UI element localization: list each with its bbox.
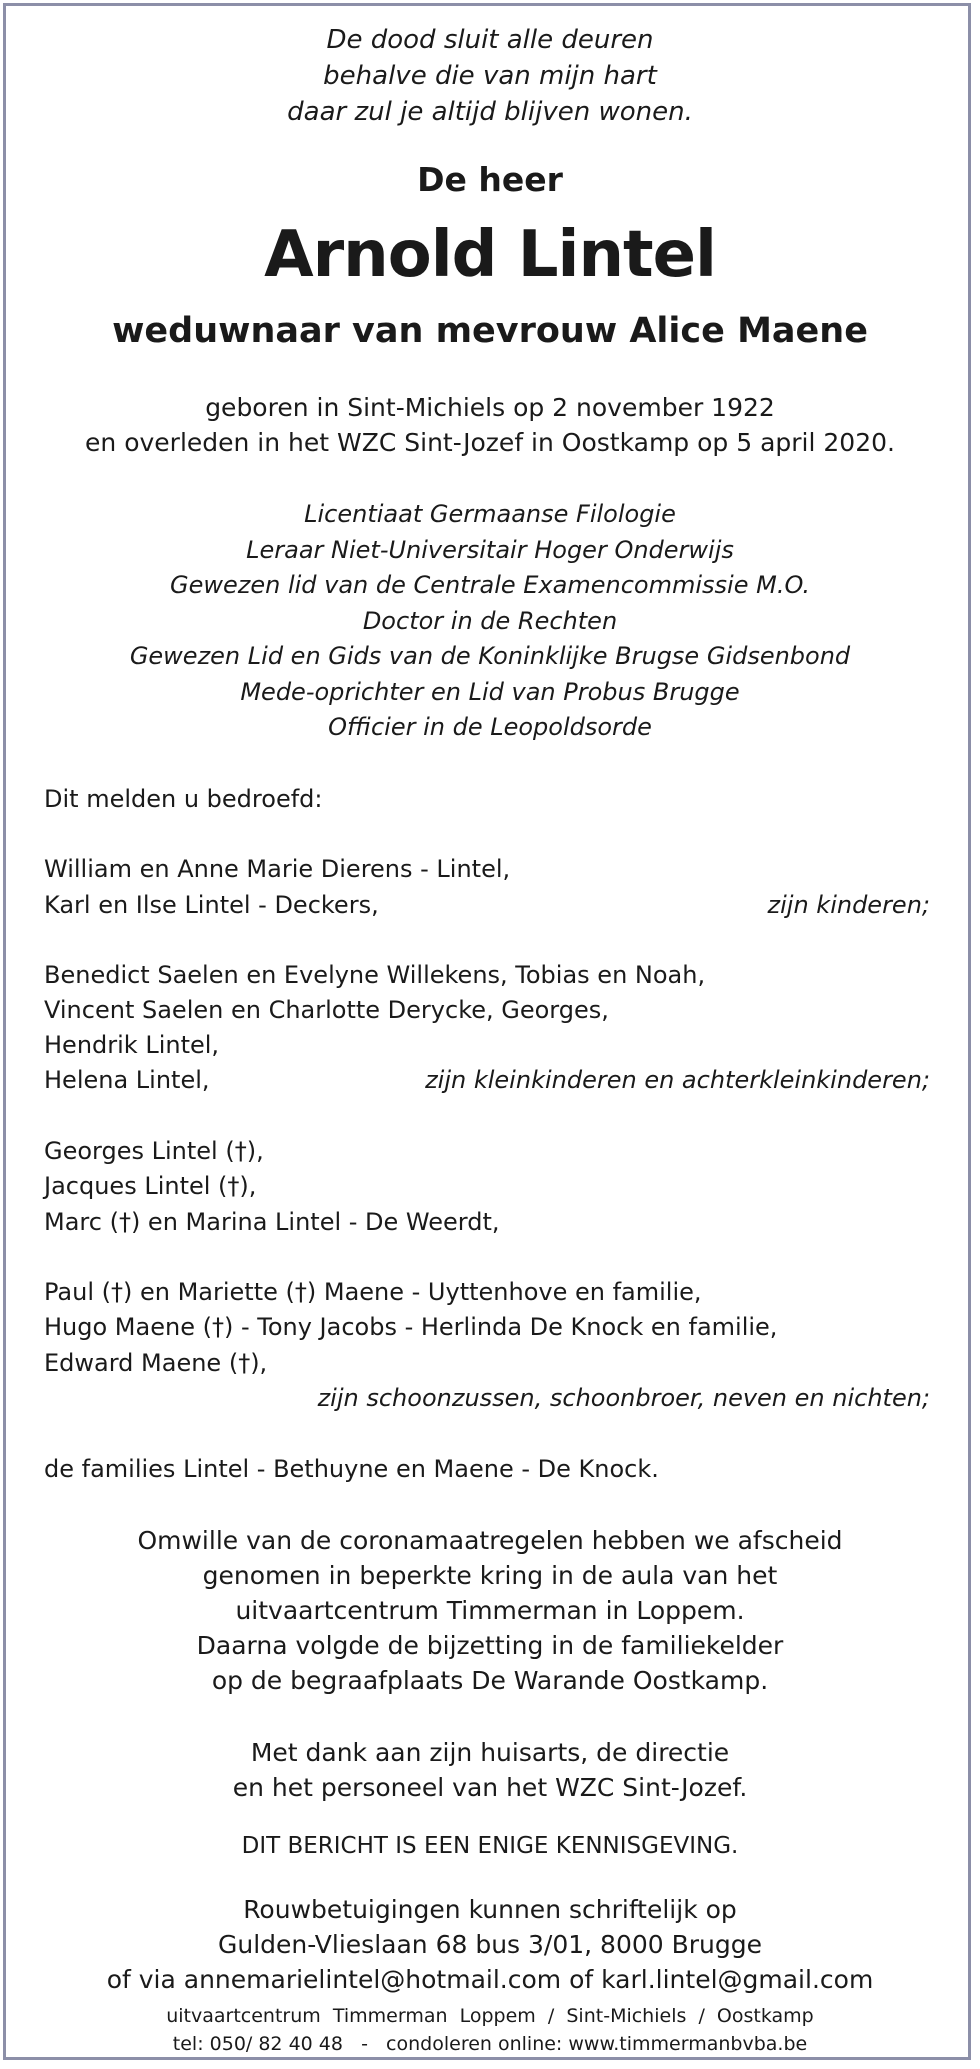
thanks-line: Met dank aan zijn huisarts, de directie (250, 1738, 730, 1767)
condolence-email-line: of via annemarielintel@hotmail.com of karl.lintel@gmail.com (106, 1965, 874, 1994)
relative-role: zijn schoonzussen, schoonbroer, neven en nichten; (317, 1384, 930, 1412)
relative-line: Helena Lintel, (44, 1066, 210, 1094)
farewell-line: Omwille van de coronamaatregelen hebben we afscheid (137, 1526, 843, 1555)
farewell-line: Daarna volgde de bijzetting in de familiekelder (196, 1631, 784, 1660)
footer-contact-line: tel: 050/ 82 40 48 - condoleren online: www.timmermanbvba.be (172, 2033, 808, 2055)
relative-line: Hendrik Lintel, (44, 1031, 220, 1059)
announce: Dit melden u bedroefd: (44, 785, 323, 813)
title-item: Gewezen lid van de Centrale Examencommissie M.O. (169, 571, 810, 599)
relative-line: Georges Lintel (†), (44, 1137, 264, 1165)
footer-line: uitvaartcentrum Timmerman Loppem / Sint-Michiels / Oostkamp (166, 2005, 814, 2027)
spouse-line: weduwnaar van mevrouw Alice Maene (112, 311, 868, 351)
relative-role: zijn kinderen; (767, 891, 930, 919)
title-item: Licentiaat Germaanse Filologie (304, 500, 676, 528)
deceased-name: Arnold Lintel (264, 218, 716, 292)
birth-line: geboren in Sint-Michiels op 2 november 1922 (205, 393, 775, 422)
motto-line: De dood sluit alle deuren (326, 25, 654, 55)
families-line: de families Lintel - Bethuyne en Maene - De Knock. (44, 1455, 659, 1483)
relative-line: Karl en Ilse Lintel - Deckers, (44, 891, 379, 919)
relative-line: Edward Maene (†), (44, 1349, 268, 1377)
motto-line: behalve die van mijn hart (323, 61, 657, 91)
relative-line: Jacques Lintel (†), (44, 1172, 257, 1200)
title-item: Gewezen Lid en Gids van de Koninklijke Brugse Gidsenbond (129, 642, 851, 670)
relative-line: Vincent Saelen en Charlotte Derycke, Georges, (44, 996, 609, 1024)
farewell-line: op de begraafplaats De Warande Oostkamp. (211, 1666, 769, 1695)
title-item: Mede-oprichter en Lid van Probus Brugge (240, 678, 740, 706)
death-line: en overleden in het WZC Sint-Jozef in Oostkamp op 5 april 2020. (85, 428, 895, 457)
thanks-line: en het personeel van het WZC Sint-Jozef. (232, 1773, 748, 1802)
notice: DIT BERICHT IS EEN ENIGE KENNISGEVING. (241, 1833, 739, 1859)
farewell-line: genomen in beperkte kring in de aula van het (202, 1561, 778, 1590)
condolence-line: Gulden-Vlieslaan 68 bus 3/01, 8000 Brugge (217, 1930, 763, 1959)
condolence-line: Rouwbetuigingen kunnen schriftelijk op (243, 1895, 737, 1924)
salutation: De heer (417, 160, 563, 199)
title-item: Officier in de Leopoldsorde (328, 713, 652, 741)
title-item: Leraar Niet-Universitair Hoger Onderwijs (246, 536, 734, 564)
title-item: Doctor in de Rechten (362, 607, 618, 635)
relative-role: zijn kleinkinderen en achterkleinkinderen; (425, 1066, 930, 1094)
relative-line: Paul (†) en Mariette (†) Maene - Uyttenhove en familie, (44, 1278, 702, 1306)
motto-line: daar zul je altijd blijven wonen. (287, 97, 693, 127)
relative-line: William en Anne Marie Dierens - Lintel, (44, 855, 511, 883)
relative-line: Benedict Saelen en Evelyne Willekens, Tobias en Noah, (44, 961, 706, 989)
relative-line: Marc (†) en Marina Lintel - De Weerdt, (44, 1208, 500, 1236)
relative-line: Hugo Maene (†) - Tony Jacobs - Herlinda De Knock en familie, (44, 1313, 778, 1341)
farewell-line: uitvaartcentrum Timmerman in Loppem. (235, 1596, 745, 1625)
